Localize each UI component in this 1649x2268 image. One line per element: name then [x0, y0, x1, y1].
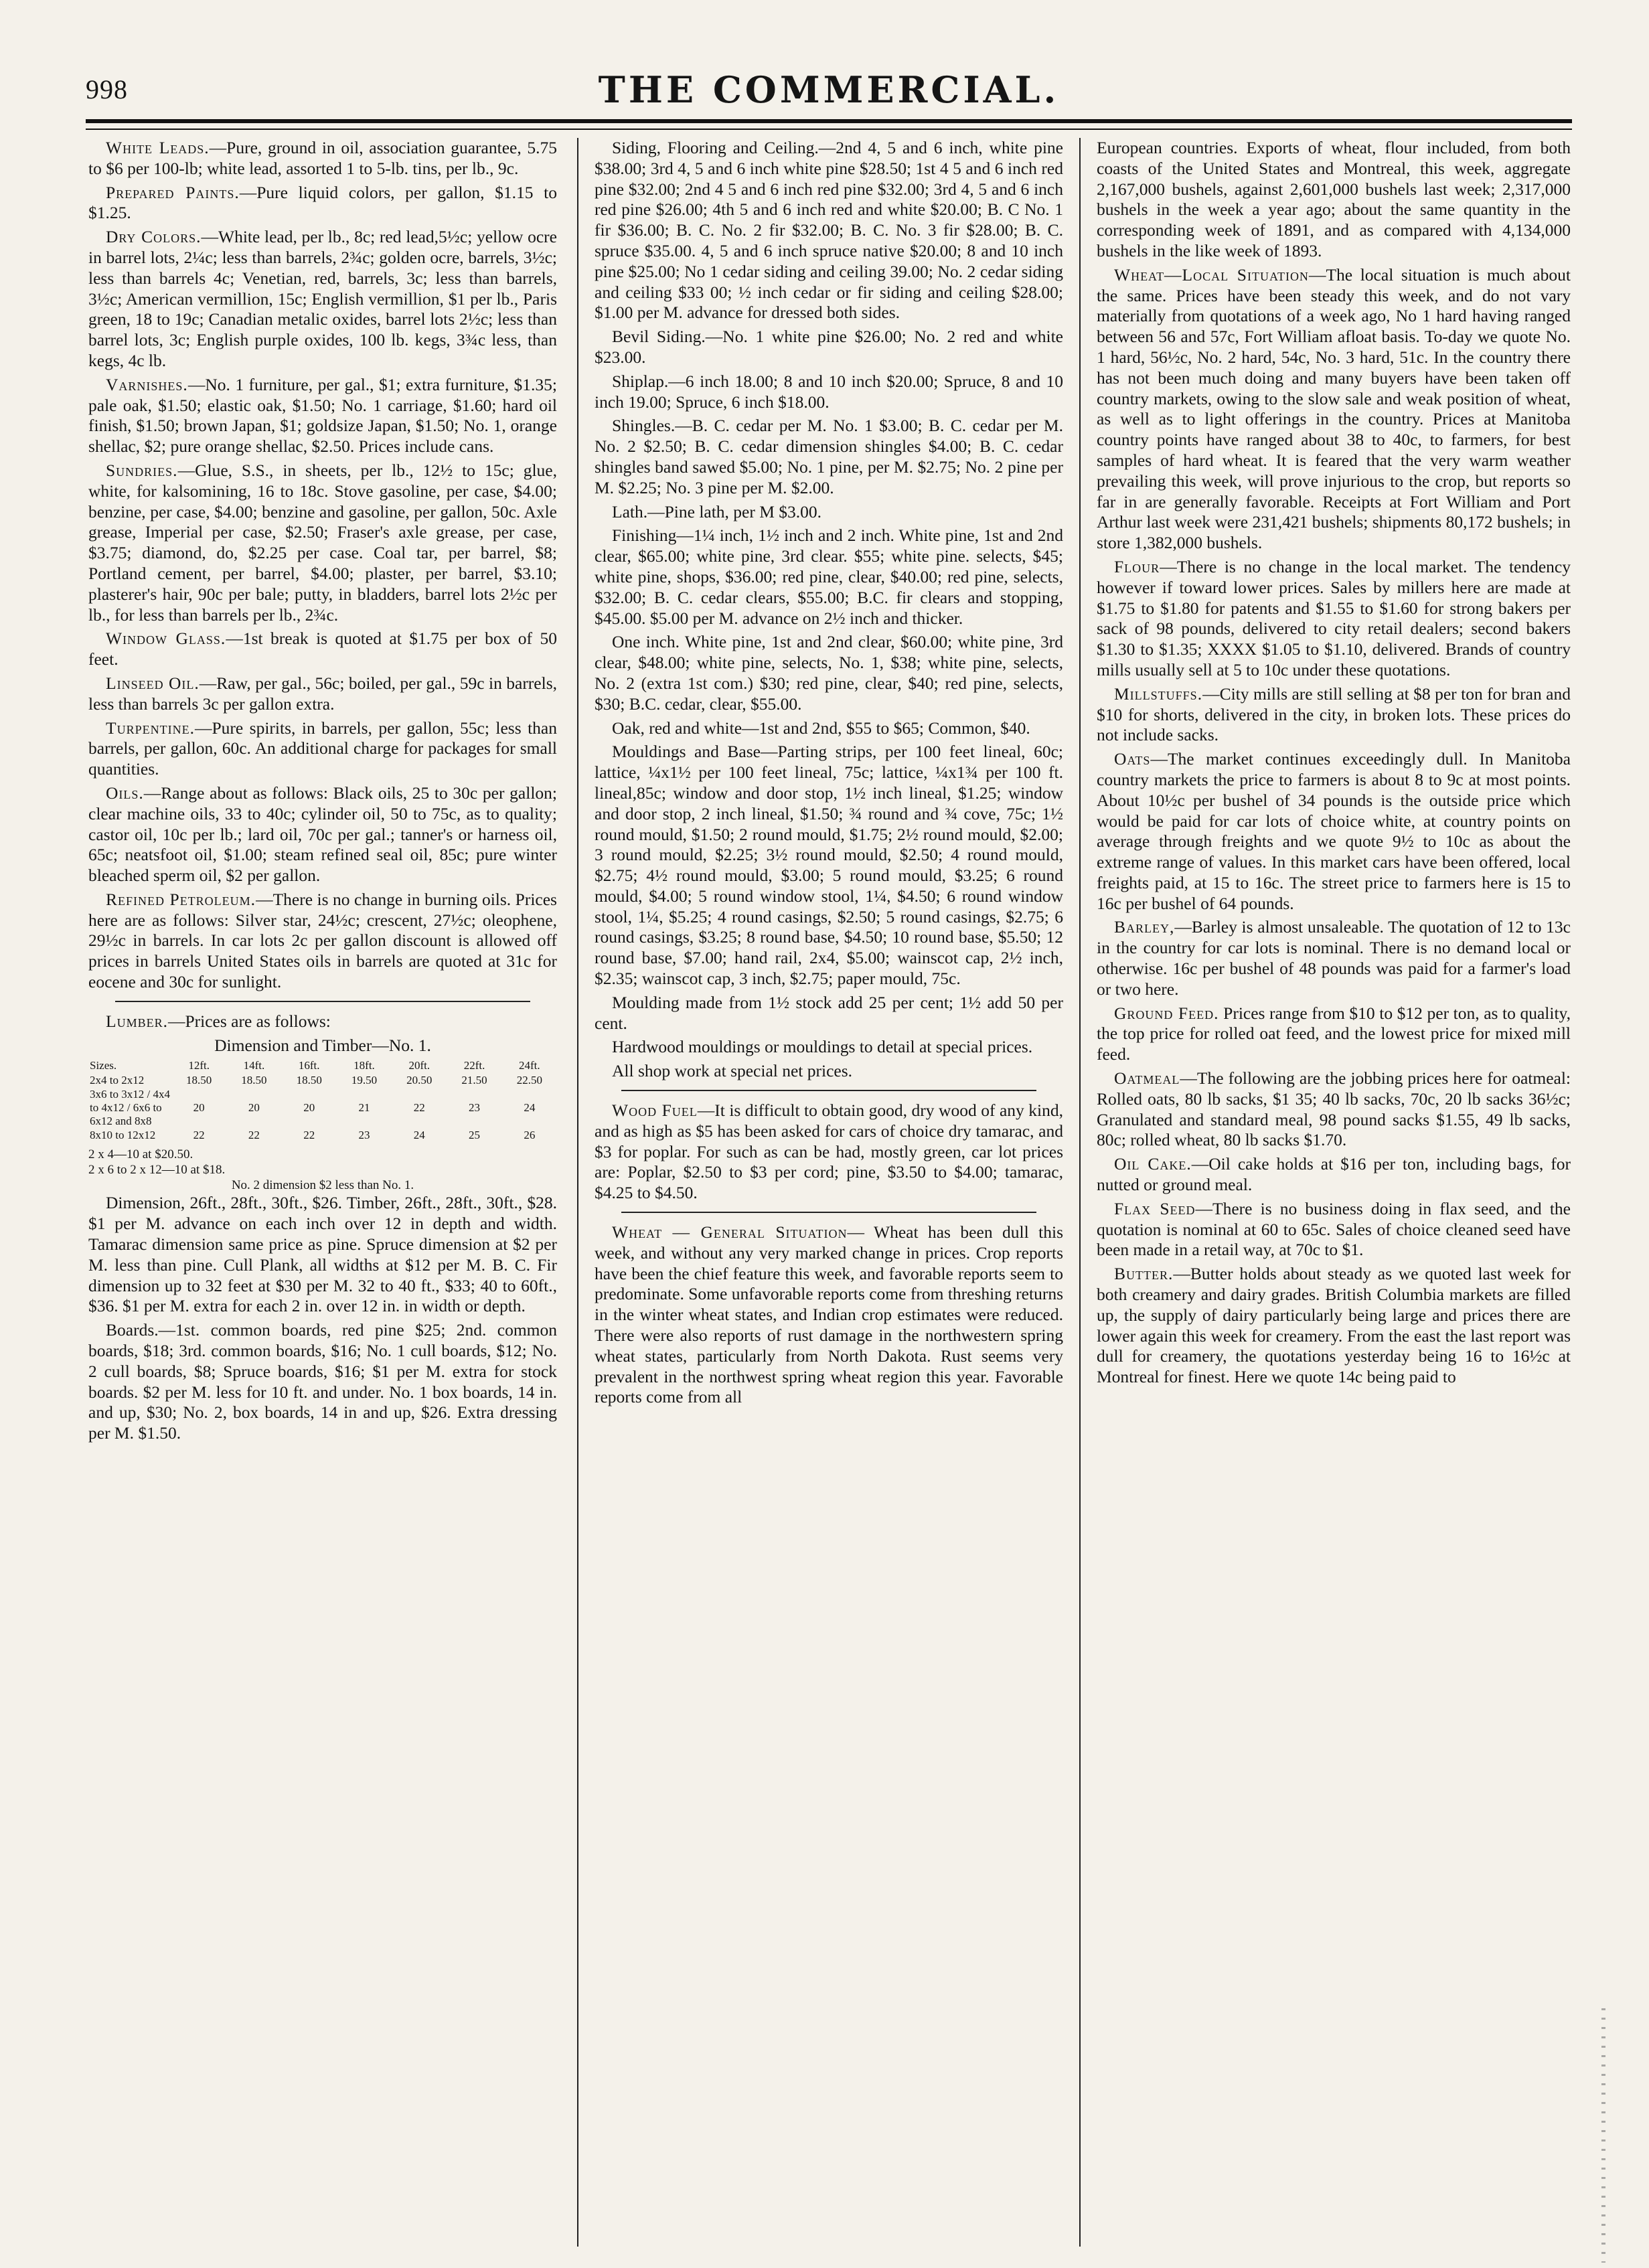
oats-heading: Oats [1114, 749, 1151, 769]
scan-edge-artifact [1601, 2008, 1605, 2263]
turpentine-paragraph [88, 718, 557, 780]
oil-cake-paragraph [1097, 1154, 1571, 1196]
wood-fuel-heading: Wood Fuel [612, 1101, 698, 1121]
lath-paragraph: Lath.—Pine lath, per M $3.00. [612, 501, 822, 521]
dimension-paragraph: Dimension, 26ft., 28ft., 30ft., $26. Timber, 26ft., 28ft., 30ft., $28. $1 per M. advance on each inch over 12 in depth and width. Tamarac dimension same price as pine. Spruce dimension at $2 per M. less than pine. Cull Plank, all widths at $12 per M. B. C. Fir dimension up to 32 feet at $30 per M. 32 to 40 ft., $33; 40 to 60ft., $36. $1 per M. extra for each 2 in. over 12 in. in width or depth. [88, 1193, 557, 1316]
header-rule-thin [86, 129, 1572, 130]
one-inch-paragraph: One inch. White pine, 1st and 2nd clear, $60.00; white pine, 3rd clear, $48.00; white pine, selects, No. 1, $38; white pine, selects, No. 2 (extra 1st com.) $30; red pine, clear, $40; red pine, selects, $30; B.C. cedar, clear, $55.00. [595, 632, 1063, 714]
table-header-cell: 22ft. [463, 1059, 485, 1072]
lumber-text: —Prices are as follows: [167, 1011, 331, 1031]
wheat-general-text: — Wheat has been dull this week, and without any very marked change in prices. Crop reports have been the chief feature this week, and favorable reports seem to predominate. Some unfavorable reports come from threshing returns in the winter wheat states, and Indian crop estimates were reduced. There were also reports of rust damage in the northwestern spring wheat states, particularly from North Dakota. Rust seems very prevalent in the northwest spring wheat region this year. Favorable reports come from all [595, 1222, 1063, 1407]
shingles-paragraph: Shingles.—B. C. cedar per M. No. 1 $3.00; B. C. cedar per M. No. 2 $2.50; B. C. cedar dimension shingles $4.00; B. C. cedar shingles band sawed $5.00; No. 1 pine, per M. $2.75; No. 2 pine per M. $2.25; No. 3 pine per M. $2.00. [595, 416, 1063, 497]
flax-seed-paragraph [1097, 1199, 1571, 1261]
oats-paragraph [1097, 749, 1571, 914]
column-divider-2 [1079, 138, 1081, 2247]
flour-heading: Flour [1114, 556, 1160, 576]
table-header-cell: 18ft. [354, 1059, 375, 1072]
section-rule [621, 1090, 1036, 1091]
white-leads-heading: White Leads. [106, 138, 210, 157]
dry-colors-heading: Dry Colors. [106, 227, 202, 247]
column-3 [1097, 138, 1571, 2247]
table-header-cell: Sizes. [90, 1059, 117, 1072]
flax-seed-text: —There is no business doing in flax seed, and the quotation is nominal at 60 to 65c. Sales of choice cleaned seed have been made in a retail way, at 70c to $1. [1097, 1198, 1571, 1260]
table-cell: 22 [303, 1129, 315, 1142]
table-cell: 25 [469, 1129, 481, 1142]
ground-feed-paragraph [1097, 1003, 1571, 1065]
turpentine-heading: Turpentine. [106, 718, 195, 738]
lumber-paragraph [88, 1011, 557, 1032]
bevil-siding-paragraph: Bevil Siding.—No. 1 white pine $26.00; No. 2 red and white $23.00. [595, 327, 1063, 367]
table-cell: 2x4 to 2x12 [90, 1074, 145, 1087]
table-note: 2 x 4—10 at $20.50. [88, 1147, 193, 1162]
mouldings-paragraph: Mouldings and Base—Parting strips, per 100 feet lineal, 60c; lattice, ¼x1½ per 100 feet lineal, 75c; lattice, ¼x1¾ per 100 ft. lineal,85c; window and door stop, 1½ inch lineal, $1.25; window and door stop, 2 inch lineal, $1.50; ¾ round and ¾ cove, 75c; 1½ round mould, $1.50; 2 round mould, $1.75; 2½ round mould, $2.00; 3 round mould, $2.25; 3½ round mould, $2.50; 4 round mould, $2.75; 4½ round mould, $3.00; 5 round mould, $3.25; 6 round mould, $4.00; 5 round window stool, 1¼, $4.50; 6 round window stool, 1¼, $5.25; 4 round casings, $2.50; 5 round casings, $2.75; 6 round casings, $3.25; 8 round base, $4.50; 10 round base, $5.50; 12 round base, $7.00; hand rail, 2x4, $5.00; wainscot cap, 2½ inch, $2.35; wainscot cap, 3 inch, $2.75; paper mould, 75c. [595, 742, 1063, 989]
oils-heading: Oils. [106, 783, 144, 803]
table-cell: 22 [193, 1129, 205, 1142]
table-header-cell: 12ft. [188, 1059, 210, 1072]
table-cell: 21.50 [461, 1074, 487, 1087]
table-cell: 20.50 [406, 1074, 433, 1087]
moulding-stock-paragraph: Moulding made from 1½ stock add 25 per cent; 1½ add 50 per cent. [595, 992, 1063, 1033]
table-cell: 20 [193, 1101, 205, 1115]
dry-colors-text: —White lead, per lb., 8c; red lead,5½c; yellow ocre in barrel lots, 2¼c; less than barrels, 2¾c; golden ocre, barrels, 3½c; less than barrels 4c; Venetian, red, barrels, 3c; less than barrels, 3½c; American vermillion, 15c; English vermillion, $1 per lb., Paris green, 18 to 19c; Canadian metalic oxides, barrel lots 2½c; less than barrel lots, 3c; English purple oxides, 100 lb. kegs, 3¾c less, than kegs, 4c lb. [88, 227, 557, 370]
table-cell: 23 [469, 1101, 481, 1115]
sundries-heading: Sundries. [106, 460, 178, 480]
flour-text: —There is no change in the local market. The tendency however if toward lower prices. Sales by millers here are made at $1.75 to $1.80 for patents and $1.55 to $1.60 for strong bakers per sack of 98 pounds, delivered to city retail dealers; second bakers $1.30 to $1.35; XXXX $1.05 to $1.10, delivered. Brands of country mills usually sell at 5 to 10c under these quotations. [1097, 556, 1571, 679]
prepared-paints-heading: Prepared Paints. [106, 182, 240, 202]
varnishes-heading: Varnishes. [106, 374, 188, 394]
column-2 [595, 138, 1063, 2247]
oatmeal-heading: Oatmeal [1114, 1068, 1180, 1088]
table-header-cell: 20ft. [408, 1059, 430, 1072]
wheat-general-heading: Wheat — General Situation [612, 1222, 848, 1242]
boards-paragraph: Boards.—1st. common boards, red pine $25; 2nd. common boards, $18; 3rd. common boards, $16; No. 1 cull boards, $12; No. 2 cull boards, $8; Spruce boards, $16; $1 per M. extra for stock boards. $2 per M. less for 10 ft. and under. No. 1 box boards, 14 in. and up, $30; No. 2, box boards, 14 in and up, $26. Extra dressing per M. $1.50. [88, 1320, 557, 1443]
table-cell: 3x6 to 3x12 / 4x4 to 4x12 / 6x6 to 6x12 and 8x8 [90, 1088, 170, 1128]
white-leads-paragraph [88, 138, 557, 179]
white-leads-text: —Pure, ground in oil, association guarantee, 5.75 to $6 per 100-lb; white lead, assorted 1 to 5-lb. tins, per lb., 9c. [88, 138, 557, 178]
table-row [88, 1128, 557, 1143]
column-1 [88, 138, 557, 2247]
sundries-paragraph [88, 461, 557, 625]
table-header-cell: 14ft. [243, 1059, 265, 1072]
oats-text: —The market continues exceedingly dull. In Manitoba country markets the price to farmers is about 8 to 9c at most points. About 10½c per bushel of 34 pounds is the outside price which would be paid for car lots of choice white, at country points on average through freights and we quote 9½ to 10c as about the extreme range of values. In this market cars have been offered, local freights paid, at 15 to 16c. The street price to farmers here is 15 to 16c per bushel of 64 pounds. [1097, 749, 1571, 913]
table-cell: 8x10 to 12x12 [90, 1129, 156, 1142]
ground-feed-text: Prices range from $10 to $12 per ton, as to quality, the top price for rolled oat feed, and the lowest price for mixed mill feed. [1097, 1003, 1571, 1064]
table-cell: 22.50 [516, 1074, 542, 1087]
table-header-row [88, 1058, 557, 1073]
dimension-table-title: Dimension and Timber—No. 1. [214, 1035, 431, 1055]
barley-paragraph [1097, 917, 1571, 999]
dimension-price-table [88, 1058, 557, 1143]
barley-text: —Barley is almost unsaleable. The quotation of 12 to 13c in the country for car lots is nominal. There is no demand local or otherwise. 16c per bushel of 48 pounds was paid for a farmer's load or two here. [1097, 917, 1571, 999]
linseed-oil-paragraph [88, 673, 557, 715]
oil-cake-text: —Oil cake holds at $16 per ton, including bags, for nutted or ground meal. [1097, 1154, 1571, 1195]
barley-heading: Barley, [1114, 917, 1175, 937]
table-cell: 23 [358, 1129, 370, 1142]
masthead-title: THE COMMERCIAL. [598, 68, 1060, 111]
refined-petroleum-paragraph [88, 890, 557, 993]
table-header-cell: 16ft. [298, 1059, 320, 1072]
linseed-oil-heading: Linseed Oil. [106, 673, 200, 693]
lumber-heading: Lumber. [106, 1011, 168, 1031]
table-cell: 18.50 [296, 1074, 322, 1087]
wood-fuel-text: —It is difficult to obtain good, dry wood of any kind, and as high as $5 has been asked for cars of choice dry tamarac, and $3 for poplar. For such as can be had, mostly green, car lot prices are: Poplar, $2.50 to $3 per cord; pine, $3.50 to $4.00; tamarac, $4.25 to $4.50. [595, 1101, 1063, 1203]
window-glass-paragraph [88, 629, 557, 670]
linseed-oil-text: —Raw, per gal., 56c; boiled, per gal., 59c in barrels, less than barrels 3c per gallon extra. [88, 673, 557, 714]
wheat-local-text: —The local situation is much about the same. Prices have been steady this week, and do not vary materially from quotations of a week ago, No 1 hard having ranged between 56 and 57c, Fort William afloat basis. To-day we quote No. 1 hard, 56½c, No. 2 hard, 54c, No. 3 hard, 51c. In the country there has not been much doing and many buyers have been taken off country markets, owing to the slow sale and weak position of wheat, as well as to light offerings in the country. Prices at Manitoba country points have ranged about 38 to 40c, to farmers, for best samples of hard wheat. It is feared that the very warm weather prevailing this week, will prove injurious to the crop, but reports so far in are generally favorable. Receipts at Fort William and Port Arthur last week were 231,421 bushels; shipments 80,172 bushels; in store 1,382,000 bushels. [1097, 264, 1571, 553]
table-cell: 26 [524, 1129, 536, 1142]
table-cell: 22 [413, 1101, 425, 1115]
millstuffs-heading: Millstuffs. [1114, 683, 1203, 704]
millstuffs-text: —City mills are still selling at $8 per ton for bran and $10 for shorts, delivered in the city, in broken lots. These prices do not include sacks. [1097, 683, 1571, 745]
table-cell: 18.50 [241, 1074, 267, 1087]
wheat-local-paragraph [1097, 265, 1571, 554]
siding-paragraph: Siding, Flooring and Ceiling.—2nd 4, 5 and 6 inch, white pine $38.00; 3rd 4, 5 and 6 inch white pine $28.50; 1st 4 5 and 6 inch red pine $32.00; 2nd 4 5 and 6 inch red pine $32.00; 3rd 4, 5 and 6 inch red pine $26.00; 4th 5 and 6 inch red and white $20.00; B. C No. 1 fir $36.00; B. C. No. 2 fir $32.00; B. C. No. 3 fir $28.00; B. C. spruce $35.00. 4, 5 and 6 inch spruce native $20.00; 8 and 10 inch pine $25.00; No 1 cedar siding and ceiling 39.00; No. 2 cedar siding and ceiling $33 00; ½ inch cedar or fir siding and ceiling $28.00; $1.00 per M. advance for dressed both sides. [595, 138, 1063, 323]
page-number: 998 [86, 74, 128, 104]
window-glass-heading: Window Glass. [106, 629, 226, 649]
table-row [88, 1088, 557, 1128]
header-rule-thick [86, 119, 1572, 123]
prepared-paints-text: —Pure liquid colors, per gallon, $1.15 to $1.25. [88, 182, 557, 223]
table-note: No. 2 dimension $2 less than No. 1. [231, 1178, 414, 1193]
table-note: 2 x 6 to 2 x 12—10 at $18. [88, 1163, 226, 1178]
finishing-paragraph: Finishing—1¼ inch, 1½ inch and 2 inch. White pine, 1st and 2nd clear, $65.00; white pine, 3rd clear. $55; white pine. selects, $45; white pine, shops, $36.00; red pine, clear, $40.00; red pine, selects, $32.00; B. C. cedar clears, $55.00; B.C. fir clears and stopping, $45.00. $5.00 per M. advance on 2½ inch and thicker. [595, 525, 1063, 628]
table-cell: 19.50 [351, 1074, 378, 1087]
turpentine-text: —Pure spirits, in barrels, per gallon, 55c; less than barrels, per gallon, 60c. An additional charge for packages for small quantities. [88, 718, 557, 779]
table-cell: 20 [248, 1101, 260, 1115]
millstuffs-paragraph [1097, 684, 1571, 746]
oils-text: —Range about as follows: Black oils, 25 to 30c per gallon; clear machine oils, 33 to 40c; cylinder oil, 50 to 75c, as to quality; castor oil, 10c per lb.; lard oil, 70c per gal.; tanner's or harness oil, 65c; neatsfoot oil, $1.00; steam refined seal oil, 85c; pure winter bleached sperm oil, $2 per gallon. [88, 783, 557, 886]
wheat-local-heading: Wheat—Local Situation [1114, 264, 1309, 285]
shop-work-paragraph: All shop work at special net prices. [612, 1061, 853, 1081]
prepared-paints-paragraph [88, 183, 557, 224]
shiplap-paragraph: Shiplap.—6 inch 18.00; 8 and 10 inch $20.00; Spruce, 8 and 10 inch 19.00; Spruce, 6 inch $18.00. [595, 371, 1063, 412]
european-exports-paragraph: European countries. Exports of wheat, flour included, from both coasts of the United States and Montreal, this week, aggregate 2,167,000 bushels, against 2,601,000 bushels last week; 2,317,000 bushels in the week a year ago; about the same quantity in the corresponding week of 1891, and as compared with 4,134,000 bushels in the like week of 1893. [1097, 138, 1571, 260]
flax-seed-heading: Flax Seed [1114, 1198, 1196, 1218]
butter-paragraph [1097, 1264, 1571, 1388]
table-cell: 18.50 [186, 1074, 212, 1087]
oak-paragraph: Oak, red and white—1st and 2nd, $55 to $65; Common, $40. [612, 718, 1030, 738]
table-row [88, 1073, 557, 1088]
butter-text: —Butter holds about steady as we quoted last week for both creamery and dairy grades. British Columbia markets are filled up, the supply of dairy particularly being large and prices there are lower again this week for creamery. From the east the last report was dull for creamery, the quotations yesterday being 16 to 16½c at Montreal for finest. Here we quote 14c being paid to [1097, 1264, 1571, 1387]
wheat-general-paragraph [595, 1222, 1063, 1408]
butter-heading: Butter. [1114, 1264, 1174, 1284]
section-rule [621, 1212, 1036, 1213]
column-divider-1 [577, 138, 578, 2247]
wood-fuel-paragraph [595, 1101, 1063, 1204]
dry-colors-paragraph [88, 227, 557, 372]
table-cell: 24 [413, 1129, 425, 1142]
table-cell: 21 [358, 1101, 370, 1115]
ground-feed-heading: Ground Feed. [1114, 1003, 1219, 1023]
oatmeal-paragraph [1097, 1068, 1571, 1151]
oatmeal-text: —The following are the jobbing prices here for oatmeal: Rolled oats, 80 lb sacks, $1 35; 40 lb sacks, 70c, 20 lb sacks 36½c; Granulated and standard meal, 98 pound sacks $1.55, 49 lb sacks, 80c; rolled wheat, 80 lb sacks $1.70. [1097, 1068, 1571, 1150]
table-cell: 22 [248, 1129, 260, 1142]
window-glass-text: —1st break is quoted at $1.75 per box of 50 feet. [88, 629, 557, 669]
table-header-cell: 24ft. [519, 1059, 540, 1072]
refined-petroleum-text: —There is no change in burning oils. Prices here are as follows: Silver star, 24½c; crescent, 27½c; oleophene, 29½c in barrels. In car lots 2c per gallon discount is allowed off prices in barrels United States oils in barrels are quoted at 31c for eocene and 30c for sunlight. [88, 889, 557, 992]
table-cell: 20 [303, 1101, 315, 1115]
oils-paragraph [88, 783, 557, 886]
oil-cake-heading: Oil Cake. [1114, 1154, 1192, 1174]
flour-paragraph [1097, 557, 1571, 681]
hardwood-paragraph: Hardwood mouldings or mouldings to detail at special prices. [612, 1037, 1033, 1057]
varnishes-text: —No. 1 furniture, per gal., $1; extra furniture, $1.35; pale oak, $1.50; elastic oak, $1.50; No. 1 carriage, $1.60; hard oil finish, $1.50; brown Japan, $1; goldsize Japan, $1.50; No. 1, orange shellac, $2; pure orange shellac, $2.50. Prices include cans. [88, 374, 557, 457]
refined-petroleum-heading: Refined Petroleum. [106, 889, 256, 909]
section-rule [115, 1001, 530, 1002]
table-cell: 24 [524, 1101, 536, 1115]
sundries-text: —Glue, S.S., in sheets, per lb., 12½ to 15c; glue, white, for kalsomining, 16 to 18c. Stove gasoline, per case, $4.00; benzine, per case, $4.00; benzine and gasoline, per gallon, 50c. Axle grease, Imperial per case, $2.50; Fraser's axle grease, per case, $3.75; diamond, do, $2.25 per case. Coal tar, per barrel, $8; Portland cement, per barrel, $4.00; plaster, per barrel, $3.10; plasterer's hair, 90c per bale; putty, in bladders, barrel lots 2½c per lb., for less than barrels per lb., 2¾c. [88, 460, 557, 625]
varnishes-paragraph [88, 375, 557, 457]
